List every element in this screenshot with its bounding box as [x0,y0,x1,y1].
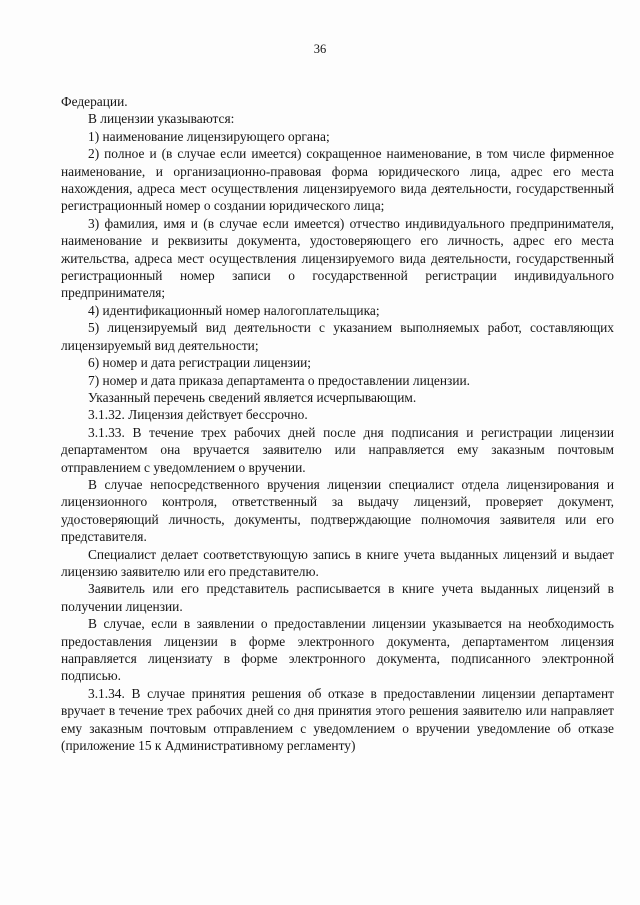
clause-3-1-32: 3.1.32. Лицензия действует бессрочно. [88,407,308,423]
paragraph-registry-entry: Специалист делает соответствующую запись в книге учета выданных лицензий и выдает лицензию заявителю или его представителю. [61,546,614,579]
list-item-3: 3) фамилия, имя и (в случае если имеется) отчество индивидуального предпринимателя, наименование и реквизиты документа, удостоверяющего его личность, адрес его места жительства, адреса мест осуществления лицензируемого вида деятельности, государственный регистрационный номер записи о государственной регистрации индивидуального предпринимателя; [61,215,614,301]
paragraph-continuation: Федерации. [61,94,128,109]
clause-3-1-34: 3.1.34. В случае принятия решения об отказе в предоставлении лицензии департамент вручает в течение трех рабочих дней со дня принятия этого решения заявителю или направляет ему заказным почтовым отправлением с уведомлением о вручении уведомление об отказе (приложение 15 к Административному регламенту) [61,685,614,754]
list-item-5: 5) лицензируемый вид деятельности с указанием выполняемых работ, составляющих лицензируемый вид деятельности; [61,320,614,353]
clause-3-1-33: 3.1.33. В течение трех рабочих дней после дня подписания и регистрации лицензии департаментом она вручается заявителю или направляется ему заказным почтовым отправлением с уведомлением о вручении. [61,424,614,475]
list-item-1: 1) наименование лицензирующего органа; [88,128,330,144]
paragraph-list-intro: В лицензии указываются: [88,111,235,127]
list-item-6: 6) номер и дата регистрации лицензии; [88,355,312,371]
list-item-2: 2) полное и (в случае если имеется) сокращенное наименование, в том числе фирменное наименование, и организационно-правовая форма юридического лица, адрес его места нахождения, адреса мест осуществления лицензируемого вида деятельности, государственный регистрационный номер о создании юридического лица; [61,146,614,214]
paragraph-direct-delivery: В случае непосредственного вручения лицензии специалист отдела лицензирования и лицензионного контроля, ответственный за выдачу лицензий, проверяет документ, удостоверяющий личность, документы, подтверждающие полномочия заявителя или его представителя. [61,476,614,545]
paragraph-signature: Заявитель или его представитель расписывается в книге учета выданных лицензий в получении лицензии. [61,581,614,614]
document-body [61,93,614,754]
list-item-4: 4) идентификационный номер налогоплательщика; [88,302,380,318]
page-number: 36 [313,42,327,56]
list-item-7: 7) номер и дата приказа департамента о предоставлении лицензии. [88,372,471,388]
paragraph-electronic-license: В случае, если в заявлении о предоставлении лицензии указывается на необходимость предоставления лицензии в форме электронного документа, департаментом лицензия направляется лицензиату в форме электронного документа, подписанного электронной подписью. [61,616,614,684]
paragraph-exhaustive-note: Указанный перечень сведений является исчерпывающим. [88,389,417,405]
